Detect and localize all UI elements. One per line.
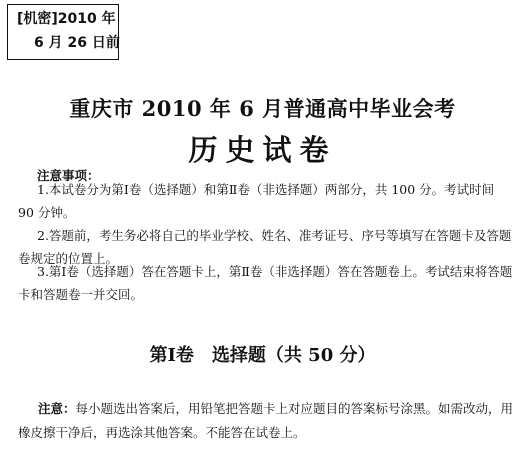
confidential-stamp-line-1: [机密]2010 年 [17,11,116,27]
note-item-3: 3.第Ⅰ卷（选择题）答在答题卡上，第Ⅱ卷（非选择题）答在答题卷上。考试结束将答题卡和答题卷一并交回。 [18,264,513,302]
note-item-1: 1.本试卷分为第Ⅰ卷（选择题）和第Ⅱ卷（非选择题）两部分，共 100 分。考试时间 90 分钟。 [18,182,495,220]
section-note-label: 注意： [38,401,76,416]
paper-title: 历史试卷 [188,133,337,167]
note-item-2: 2.答题前，考生务必将自己的毕业学校、姓名、准考证号、序号等填写在答题卡及答题卷规定的位置上。 [18,228,512,266]
exam-title: 重庆市 2010 年 6 月普通高中毕业会考 [69,96,456,121]
section-note-text: 每小题选出答案后，用铅笔把答题卡上对应题目的答案标号涂黑。如需改动，用橡皮擦干净后，再选涂其他答案。不能答在试卷上。 [18,401,514,440]
confidential-stamp-box [7,4,119,60]
notes-heading: 注意事项： [37,168,100,183]
section-heading: 第Ⅰ卷 选择题（共 50 分） [149,345,376,366]
section-note [18,397,518,445]
confidential-stamp-line-2: 6 月 26 日前 [34,35,120,51]
